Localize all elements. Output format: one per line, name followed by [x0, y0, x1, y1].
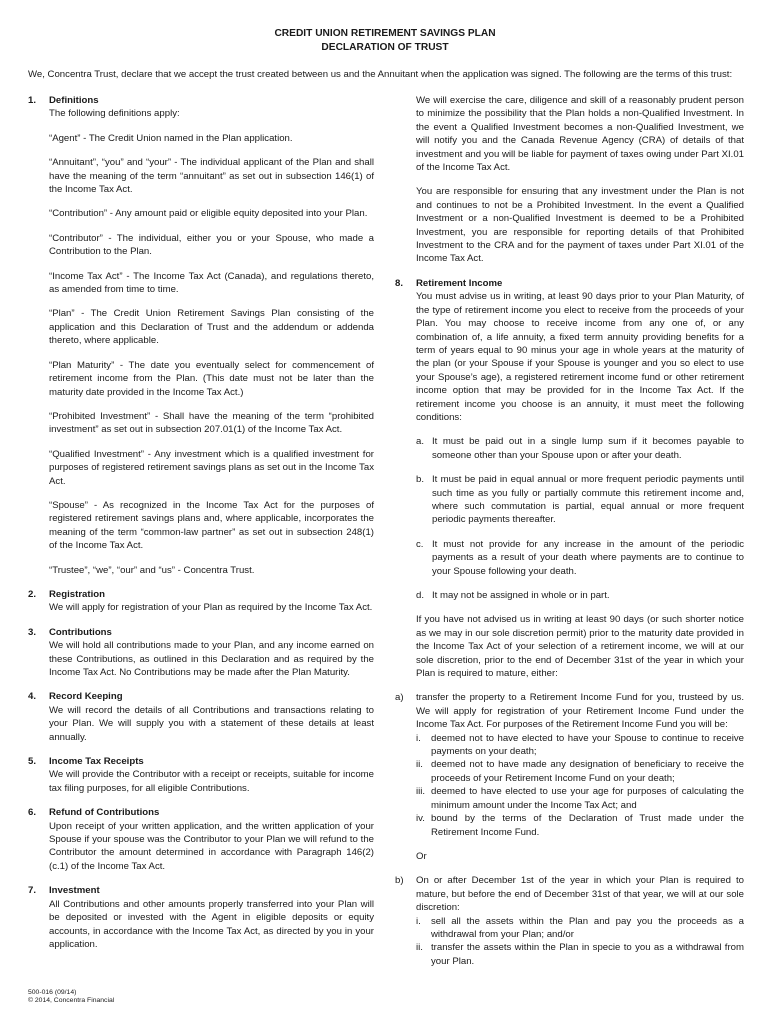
- document-title: CREDIT UNION RETIREMENT SAVINGS PLAN: [274, 28, 496, 39]
- sub-item-text: transfer the assets within the Plan in specie to you as a withdrawal from your Plan.: [431, 942, 744, 967]
- option-b: [395, 874, 744, 968]
- section-heading: Refund of Contributions: [49, 807, 160, 819]
- section-text: All Contributions and other amounts properly transferred into your Plan will be deposited or invested with the Agent in eligible deposits or equity accounts, in accordance with the Income Tax Act, as directed by you in your application.: [49, 898, 374, 950]
- section-text: You must advise us in writing, at least 90 days prior to your Plan Maturity, of the type of retirement income you elect to receive from the proceeds of your Plan. You may choose to receive income from any one of, or any combination of, a life annuity, a fixed term annuity providing benefits for a term of years equal to 90 minus your age in whole years at the maturity of the plan (or your Spouse if your Spouse is younger and you so elect to use your Spouse’s age), a registered retirement income fund or other retirement income option that may be provided for in the Income Tax Act. If the retirement income you choose is an annuity, it must meet the following conditions:: [416, 291, 744, 423]
- page-footer: [28, 989, 114, 1006]
- definition-contributor: “Contributor” - The individual, either you or your Spouse, who made a Contribution to the Plan.: [49, 232, 374, 258]
- section-text: Upon receipt of your written application, and the written application of your Spouse if your spouse was the Contributor to your Plan we will refund to the Contributor the amount determined in accordance with Paragraph 146(2)(c.1) of the Income Tax Act.: [49, 820, 374, 872]
- section-text: We will record the details of all Contributions and transactions relating to your Plan. We will supply you with a statement of these details at least annually.: [49, 704, 374, 743]
- option-text: transfer the property to a Retirement Income Fund for you, trusteed by us. We will apply for registration of your Retirement Income Fund under the Income Tax Act. For purposes of the Retirement Income Fund you will be:: [416, 692, 744, 731]
- definition-qualified-investment: “Qualified Investment” - Any investment which is a qualified investment for purposes of registered retirement savings plans as set out in the Income Tax Act.: [49, 448, 374, 487]
- section-contributions: [28, 626, 374, 680]
- option-sub-item: [416, 915, 744, 942]
- section-heading: Retirement Income: [416, 277, 503, 289]
- option-sub-item: [416, 812, 744, 839]
- section-number: 8.: [395, 277, 404, 289]
- section-heading: Registration: [49, 588, 105, 600]
- option-sub-item: [416, 732, 744, 759]
- condition-label: b.: [416, 474, 425, 486]
- sub-item-text: deemed to have elected to use your age for purposes of calculating the minimum amount under the Income Tax Act; and: [431, 786, 744, 811]
- section-investment: [28, 884, 374, 951]
- investment-prohibited-paragraph: You are responsible for ensuring that any investment under the Plan is not and continues to not be a Prohibited Investment. In the event a Qualified Investment or a non-Qualified Investment is deemed to be a Prohibited Investment, you are responsible for reporting details of that Prohibited Investment to the CRA and for the payment of taxes under Part XI.01 of the Income Tax Act.: [416, 186, 744, 265]
- sub-item-text: deemed not to have made any designation of beneficiary to receive the proceeds of your Retirement Income Fund on your death;: [431, 759, 744, 784]
- condition-text: It must not provide for any increase in the amount of the periodic payments as a result of your death where payments are to continue to your Spouse following your death.: [432, 538, 744, 577]
- definition-trustee: “Trustee”, “we”, “our” and “us” - Concentra Trust.: [49, 564, 255, 576]
- left-column: [28, 94, 374, 951]
- section-income-tax-receipts: [28, 755, 374, 795]
- definition-spouse: “Spouse” - As recognized in the Income Tax Act for the purposes of registered retirement savings plans and, where applicable, incorporates the meaning of the term “common-law partner” as set out in subsection 248(1) of the Income Tax Act.: [49, 499, 374, 552]
- section-heading: Investment: [49, 885, 100, 897]
- section-heading: Record Keeping: [49, 691, 123, 703]
- option-a: [395, 691, 744, 838]
- form-code: 500-016 (09/14): [28, 989, 77, 996]
- section-heading: Income Tax Receipts: [49, 756, 144, 768]
- sub-item-number: ii.: [416, 759, 423, 771]
- option-sub-item: [416, 758, 744, 785]
- definition-plan-maturity: “Plan Maturity” - The date you eventually select for commencement of retirement income from the Plan. (This date must not be later than the maturity date provided in the Income Tax Act.): [49, 359, 374, 398]
- section-retirement-income: [395, 277, 744, 681]
- condition-item: [416, 435, 744, 462]
- section-text: We will provide the Contributor with a receipt or receipts, suitable for income tax filing purposes, for all eligible Contributions.: [49, 769, 374, 794]
- definition-plan: “Plan” - The Credit Union Retirement Savings Plan consisting of the application and this Declaration of Trust and the addendum or addenda thereto, where applicable.: [49, 308, 374, 347]
- sub-item-number: i.: [416, 915, 421, 927]
- definition-contribution: “Contribution” - Any amount paid or eligible equity deposited into your Plan.: [49, 208, 368, 220]
- sub-item-number: ii.: [416, 942, 423, 954]
- condition-label: a.: [416, 436, 425, 448]
- section-number: 7.: [28, 885, 37, 897]
- sub-item-text: sell all the assets within the Plan and pay you the proceeds as a withdrawal from your Plan; and/or: [431, 915, 744, 940]
- condition-text: It must be paid out in a single lump sum if it becomes payable to someone other than your Spouse upon or after your death.: [432, 436, 744, 461]
- condition-item: [416, 589, 744, 602]
- sub-item-number: iii.: [416, 786, 426, 798]
- section-heading: Contributions: [49, 626, 112, 638]
- document-subtitle: DECLARATION OF TRUST: [321, 42, 449, 53]
- section-text: We will apply for registration of your Plan as required by the Income Tax Act.: [49, 602, 373, 614]
- section-number: 6.: [28, 807, 37, 819]
- condition-label: c.: [416, 538, 424, 550]
- definition-annuitant: “Annuitant”, “you” and “your” - The individual applicant of the Plan and shall have the meaning of the term “annuitant” as set out in subsection 146(1) of the Income Tax Act.: [49, 157, 374, 196]
- section-number: 4.: [28, 691, 37, 703]
- condition-text: It may not be assigned in whole or in part.: [432, 590, 610, 601]
- section-definitions: [28, 94, 374, 577]
- copyright-notice: © 2014, Concentra Financial: [28, 997, 115, 1005]
- section-record-keeping: [28, 690, 374, 744]
- section-number: 3.: [28, 626, 37, 638]
- option-sub-item: [416, 941, 744, 968]
- option-sub-item: [416, 785, 744, 812]
- definitions-lead: The following definitions apply:: [49, 108, 180, 120]
- option-label: a): [395, 692, 404, 704]
- right-column: [395, 94, 744, 968]
- definition-agent: “Agent” - The Credit Union named in the Plan application.: [49, 132, 293, 144]
- or-separator: Or: [416, 850, 427, 862]
- section-number: 5.: [28, 756, 37, 768]
- sub-item-text: deemed not to have elected to have your Spouse to continue to receive payments on your death;: [431, 732, 744, 758]
- section-investment-continued: [395, 94, 744, 266]
- condition-label: d.: [416, 590, 425, 601]
- section-registration: [28, 588, 374, 615]
- no-advice-paragraph: If you have not advised us in writing at least 90 days (or such shorter notice as we may in our sole discretion permit) prior to the maturity date provided in the Income Tax Act of your selection of a retirement income, we will at our sole discretion, prior to the end of December 31st of the year in which your Plan is required to mature, either:: [416, 614, 744, 680]
- definition-income-tax-act: “Income Tax Act” - The Income Tax Act (Canada), and regulations thereto, as amended from time to time.: [49, 270, 374, 296]
- definition-prohibited-investment: “Prohibited Investment” - Shall have the meaning of the term “prohibited investment” as set out in subsection 207.01(1) of the Income Tax Act.: [49, 410, 374, 436]
- intro-paragraph: We, Concentra Trust, declare that we accept the trust created between us and the Annuitant when the application was signed. The following are the terms of this trust:: [28, 69, 733, 80]
- sub-item-number: iv.: [416, 813, 425, 825]
- investment-care-paragraph: We will exercise the care, diligence and skill of a reasonably prudent person to minimize the possibility that the Plan holds a non-Qualified Investment. In the event a Qualified Investment becomes a non-Qualified Investment, we will notify you and the Canada Revenue Agency (CRA) of details of that investment and you will be liable for payment of taxes owing under Part XI.01 of the Income Tax Act.: [416, 95, 744, 174]
- section-heading: Definitions: [49, 95, 99, 106]
- sub-item-text: bound by the terms of the Declaration of Trust made under the Retirement Income Fund.: [431, 813, 744, 838]
- section-refund-of-contributions: [28, 806, 374, 873]
- condition-item: [416, 473, 744, 527]
- condition-item: [416, 538, 744, 578]
- section-number: 2.: [28, 588, 37, 600]
- option-text: On or after December 1st of the year in which your Plan is required to mature, but before the end of December 31st of that year, we will at our sole discretion:: [416, 875, 744, 914]
- condition-text: It must be paid in equal annual or more frequent periodic payments until such time as you fully or partially commute this retirement income and, where such commutation is partial, equal annual or more frequent periodic payments thereafter.: [432, 474, 744, 526]
- option-label: b): [395, 875, 404, 887]
- sub-item-number: i.: [416, 732, 421, 744]
- section-number: 1.: [28, 95, 37, 106]
- section-text: We will hold all contributions made to your Plan, and any income earned on these Contributions, as outlined in this Declaration and as required by the Income Tax Act. No Contributions may be made after the Plan Maturity.: [49, 640, 374, 678]
